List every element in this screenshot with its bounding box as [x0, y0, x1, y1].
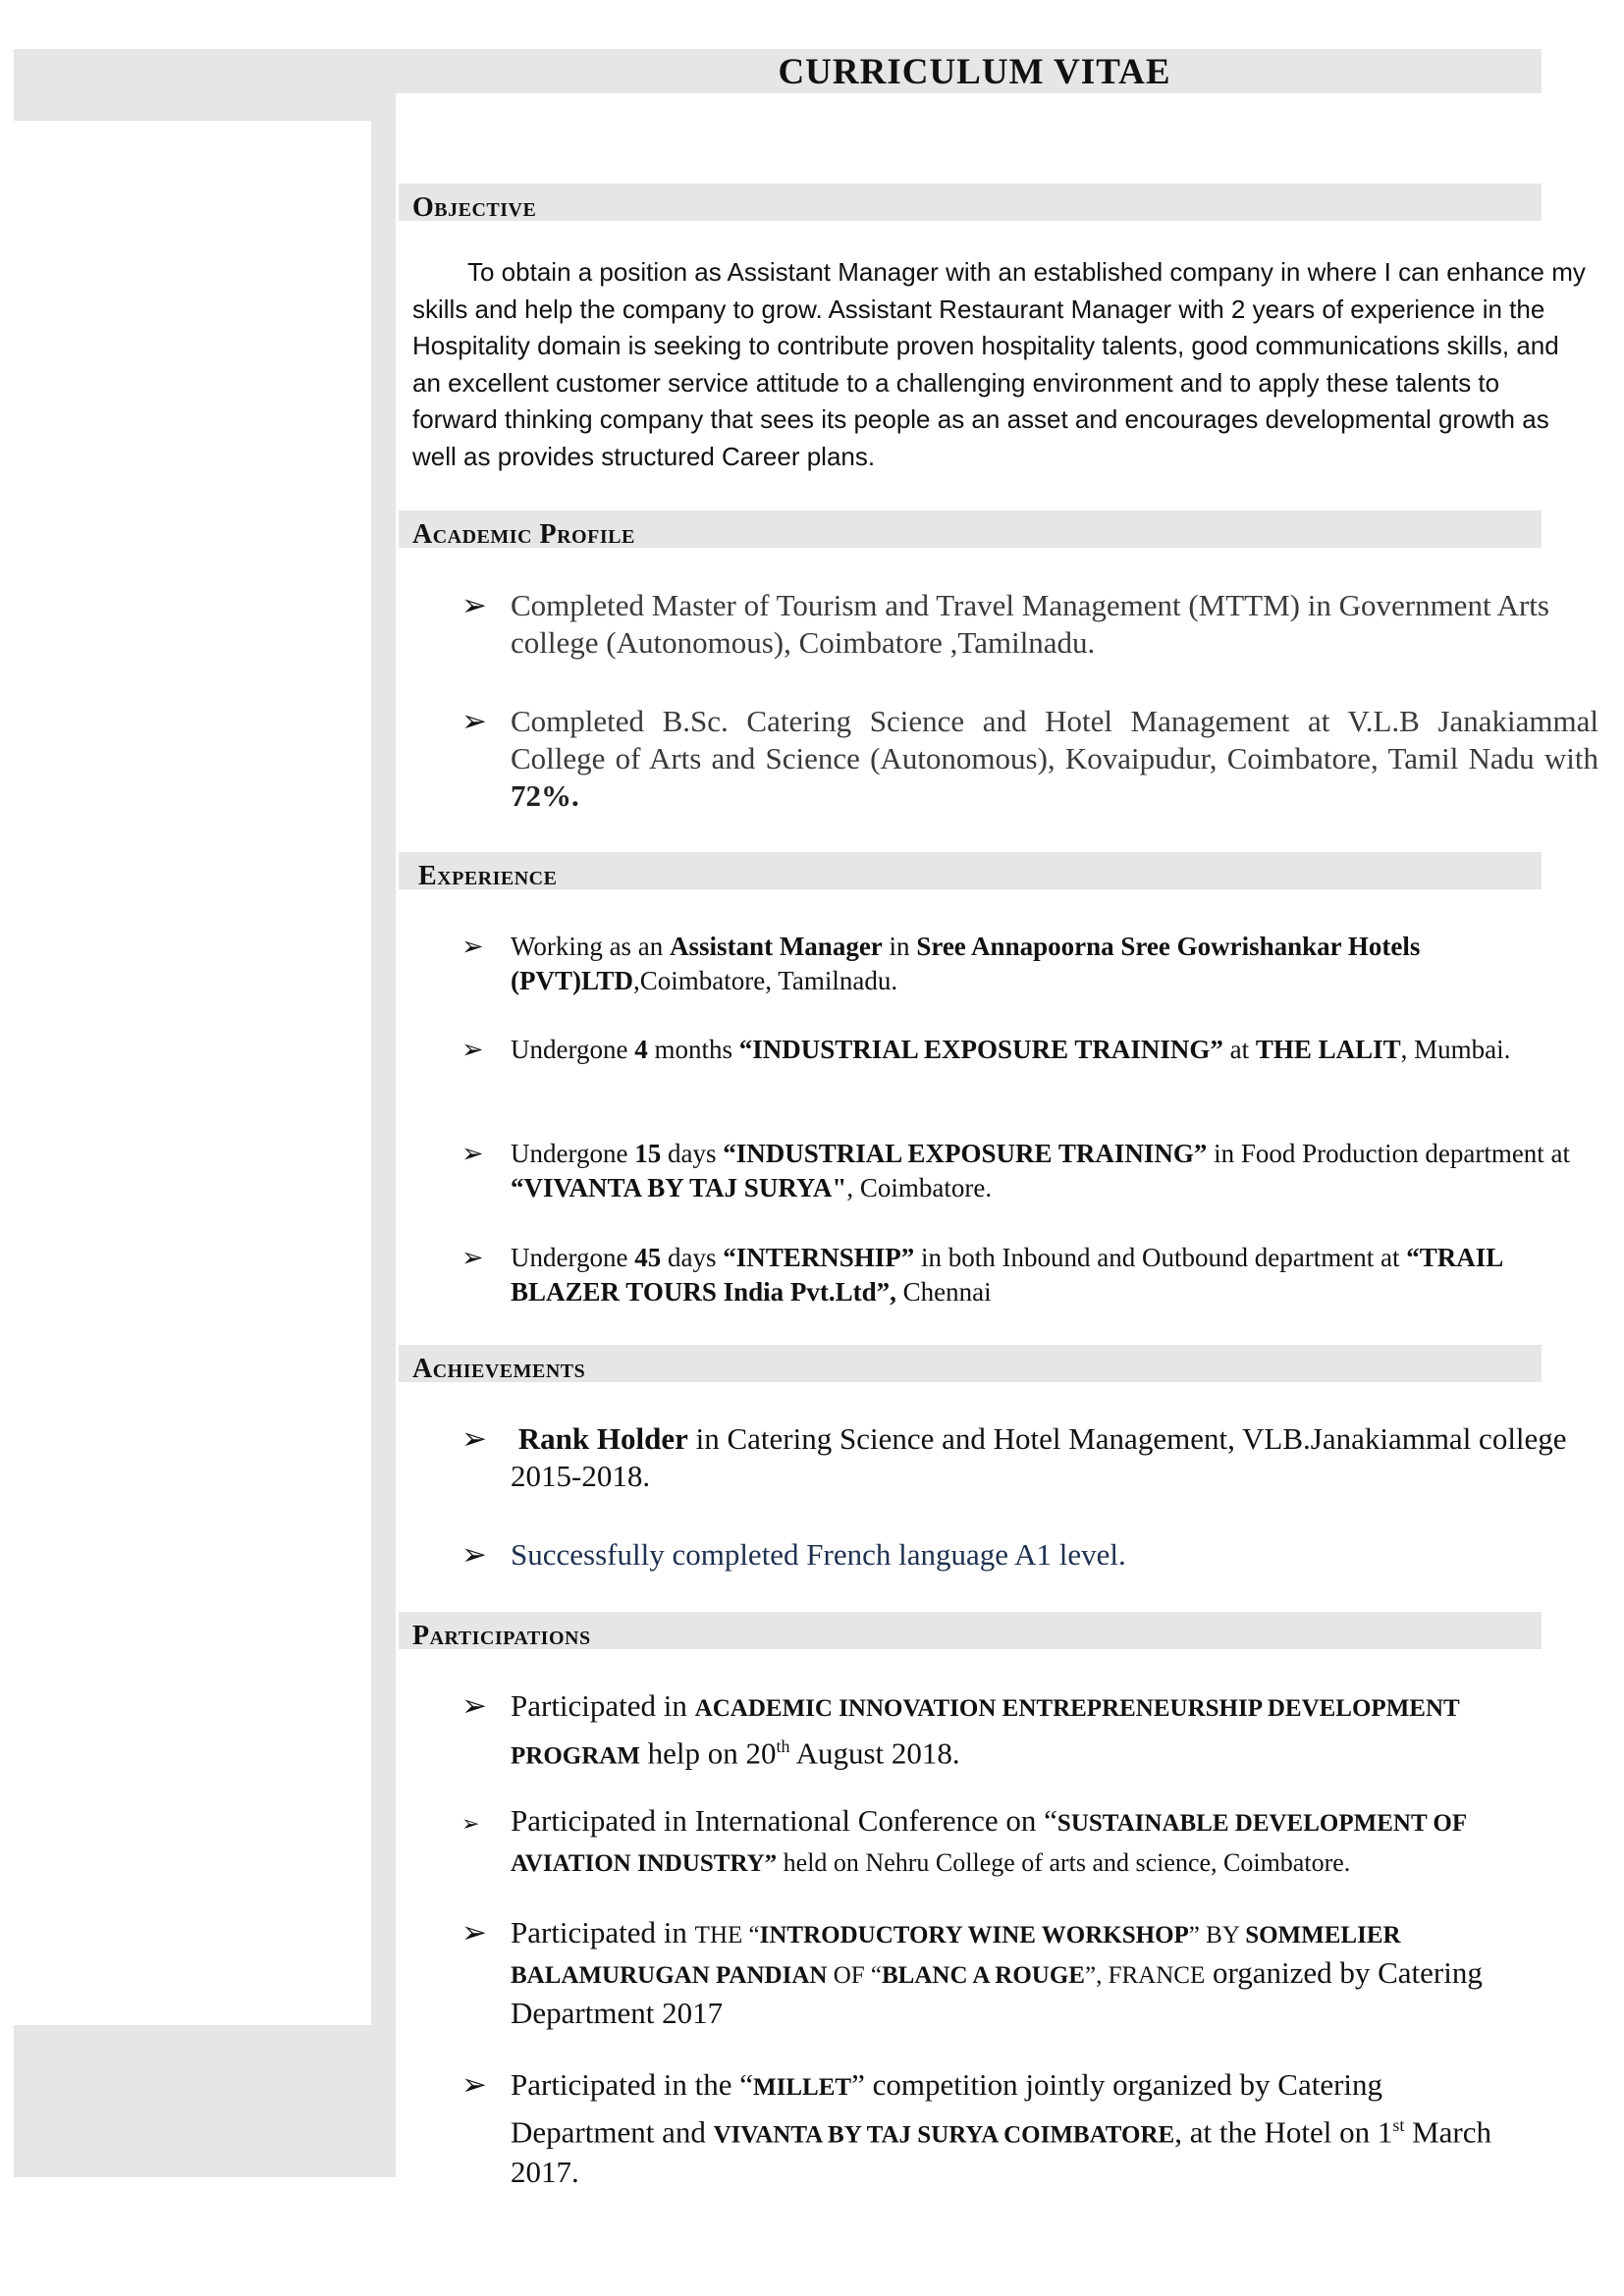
academic-item: [461, 587, 1598, 662]
section-heading-participations: [399, 1612, 1542, 1649]
experience-item: ➢ Working as an Assistant Manager in Sree Annapoorna Sree Gowrishankar Hotels (PVT)LTD,Coimbatore, Tamilnadu.: [461, 930, 1581, 998]
bullet-arrow-icon: ➢: [461, 1139, 484, 1168]
section-heading-objective: [399, 184, 1542, 221]
header-blank-area: [396, 93, 1542, 182]
academic-item-text: Completed Master of Tourism and Travel Management (MTTM) in Government Arts college (Autonomous), Coimbatore ,Tamilnadu.: [511, 588, 1549, 660]
bullet-arrow-icon: ➢: [461, 932, 484, 961]
participation-item: ➢ Participated in THE “INTRODUCTORY WINE WORKSHOP” BY SOMMELIER BALAMURUGAN PANDIAN OF “BLANC A ROUGE”, FRANCE organized by Catering Department 2017: [461, 1915, 1483, 2030]
experience-heading: Experience: [418, 861, 558, 891]
experience-item: ➢ Undergone 15 days “INDUSTRIAL EXPOSURE TRAINING” in Food Production department at “VIVANTA BY TAJ SURYA", Coimbatore.: [461, 1137, 1571, 1205]
bullet-arrow-icon: ➢: [461, 2067, 487, 2102]
experience-item: ➢ Undergone 4 months “INDUSTRIAL EXPOSURE TRAINING” at THE LALIT, Mumbai.: [461, 1033, 1571, 1067]
participation-item: ➢ Participated in the “MILLET” competition jointly organized by Catering Department and VIVANTA BY TAJ SURYA COIMBATORE, at the Hotel on 1st March 2017.: [461, 2067, 1491, 2190]
section-heading-experience: [399, 852, 1542, 889]
bullet-arrow-icon: ➢: [461, 1811, 480, 1836]
bullet-arrow-icon: ➢: [461, 1035, 484, 1064]
bullet-arrow-icon: ➢: [461, 1243, 484, 1272]
objective-text: To obtain a position as Assistant Manager with an established company in where I can enhance my skills and help the company to grow. Assistant Restaurant Manager with 2 years of experience in the Hospitality domain is seeking to contribute proven hospitality talents, good communications skills, and an excellent customer service attitude to a challenging environment and to apply these talents to forward thinking company that sees its people as an asset and encourages developmental growth as well as provides structured Career plans.: [412, 257, 1586, 471]
achievements-heading: Achievements: [412, 1354, 586, 1384]
bullet-arrow-icon: ➢: [461, 1688, 487, 1723]
academic-item-text: Completed B.Sc. Catering Science and Hotel Management at V.L.B Janakiammal College of Arts and Science (Autonomous), Kovaipudur, Coimbatore, Tamil Nadu with: [511, 704, 1598, 775]
achievement-item: ➢ Successfully completed French language A1 level.: [461, 1537, 1126, 1572]
experience-item: ➢ Undergone 45 days “INTERNSHIP” in both Inbound and Outbound department at “TRAIL BLAZER TOURS India Pvt.Ltd”, Chennai: [461, 1241, 1571, 1309]
sidebar-white-panel: [14, 121, 371, 2025]
participation-item: ➢ Participated in International Conference on “SUSTAINABLE DEVELOPMENT OF AVIATION INDUSTRY” held on Nehru College of arts and science, Coimbatore.: [461, 1802, 1581, 1885]
bullet-arrow-icon: ➢: [461, 1915, 487, 1949]
bullet-arrow-icon: ➢: [461, 704, 487, 738]
objective-heading: Objective: [412, 192, 537, 223]
academic-percentage: 72%.: [511, 778, 579, 813]
section-heading-academic: [399, 510, 1542, 548]
bullet-arrow-icon: ➢: [461, 588, 487, 622]
section-heading-achievements: [399, 1345, 1542, 1382]
bullet-arrow-icon: ➢: [461, 1537, 487, 1572]
page-title: CURRICULUM VITAE: [778, 52, 1171, 92]
participations-heading: Participations: [412, 1621, 591, 1651]
academic-heading: Academic Profile: [412, 519, 635, 550]
bullet-arrow-icon: ➢: [461, 1421, 487, 1456]
participation-item: ➢ Participated in ACADEMIC INNOVATION ENTREPRENEURSHIP DEVELOPMENT PROGRAM help on 20th August 2018.: [461, 1687, 1591, 1775]
academic-item: [461, 703, 1598, 815]
achievement-item: ➢ Rank Holder in Catering Science and Hotel Management, VLB.Janakiammal college 2015-2018.: [461, 1421, 1567, 1493]
